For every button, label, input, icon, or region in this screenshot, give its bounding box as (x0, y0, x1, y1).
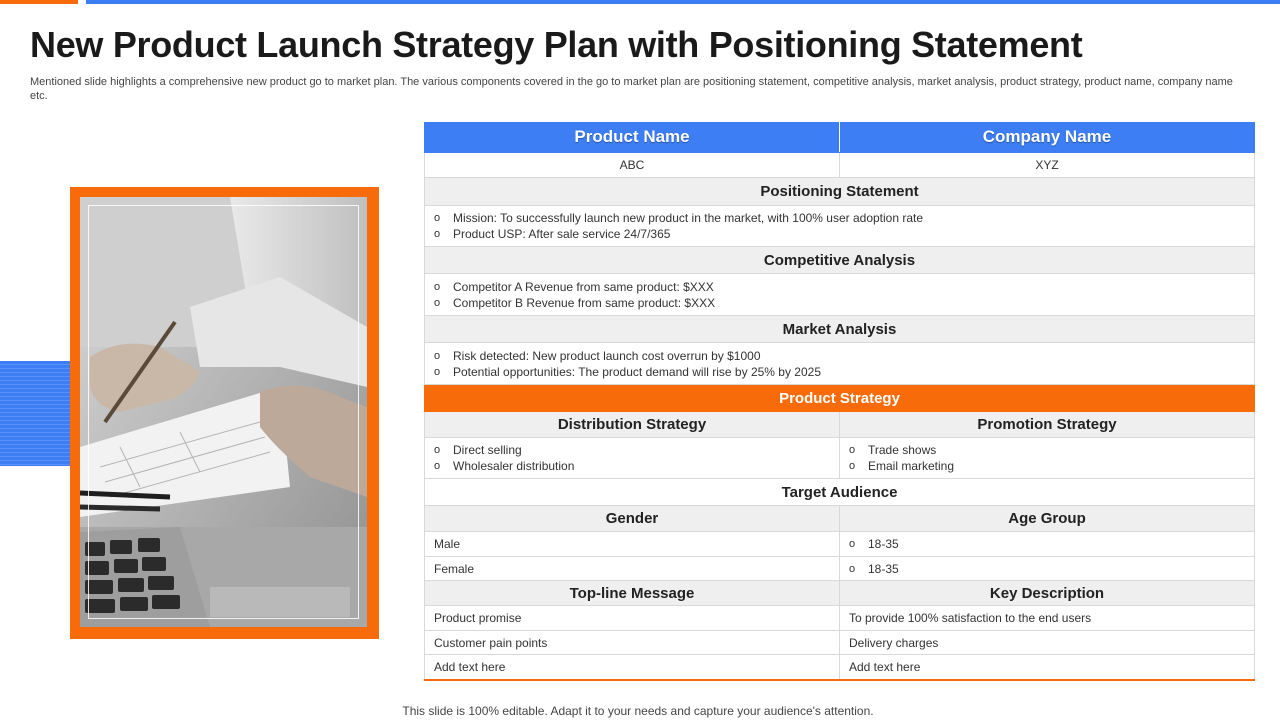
gender-cell: Male (434, 537, 461, 551)
top-accent-blue (86, 0, 1280, 4)
positioning-header (424, 178, 1255, 206)
list-item: o Mission: To successfully launch new product in the market, with 100% user adoption rate (434, 211, 924, 225)
table-row (424, 557, 1255, 581)
positioning-title: Positioning Statement (760, 183, 919, 200)
business-photo (80, 197, 367, 627)
gender-cell: Female (434, 561, 475, 576)
list-item: o Direct selling (434, 443, 522, 457)
market-title: Market Analysis (782, 320, 897, 338)
bullet-icon: o (434, 365, 441, 378)
bullet-icon: o (849, 460, 856, 472)
table-row (424, 631, 1255, 655)
bullet-icon: o (434, 349, 441, 362)
competitive-header (424, 247, 1255, 274)
list-item: o Product USP: After sale service 24/7/365 (434, 227, 671, 241)
top-accent-orange (0, 0, 78, 4)
key-description-column-header: Key Description (839, 581, 1254, 605)
header-product-name: Product Name (574, 127, 690, 146)
product-strategy-header (424, 385, 1255, 412)
list-item: o Risk detected: New product launch cost overrun by $1000 (434, 348, 761, 363)
positioning-body (424, 206, 1255, 247)
bullet-icon: o (434, 280, 441, 293)
bullet-icon: o (434, 444, 441, 456)
bullet-icon: o (849, 562, 856, 575)
table-header-row (424, 122, 1255, 153)
market-header (424, 316, 1255, 343)
message-subheader-row (424, 581, 1255, 606)
bullet-icon: o (849, 538, 856, 550)
product-strategy-title: Product Strategy (779, 389, 900, 407)
topline-message-column-header: Top-line Message (569, 584, 695, 602)
promotion-strategy-title: Promotion Strategy (839, 412, 1254, 437)
product-name-value: ABC (619, 158, 645, 172)
slide-title: New Product Launch Strategy Plan with Positioning Statement (30, 24, 1083, 65)
bullet-icon: o (434, 296, 441, 309)
table-row (424, 655, 1255, 679)
description-cell: To provide 100% satisfaction to the end users (839, 606, 1254, 630)
target-audience-title: Target Audience (781, 483, 898, 501)
competitive-title: Competitive Analysis (763, 251, 916, 269)
table-row (424, 532, 1255, 557)
strategy-body-row (424, 438, 1255, 479)
list-item: o Potential opportunities: The product demand will rise by 25% by 2025 (434, 364, 821, 379)
photo-inner-border (88, 205, 359, 619)
distribution-strategy-title: Distribution Strategy (557, 416, 707, 433)
list-item: o Competitor B Revenue from same product: $XXX (434, 295, 716, 310)
list-item: o Wholesaler distribution (434, 459, 575, 473)
gender-column-header: Gender (605, 510, 659, 527)
age-cell: o 18-35 (839, 532, 1254, 556)
list-item: o Trade shows (849, 443, 937, 457)
message-cell: Add text here (434, 660, 506, 674)
company-name-value: XYZ (839, 153, 1254, 177)
message-cell: Product promise (434, 611, 522, 625)
market-body (424, 343, 1255, 385)
target-subheader-row (424, 506, 1255, 532)
description-cell: Delivery charges (839, 631, 1254, 654)
table-row (424, 606, 1255, 631)
header-values-row (424, 153, 1255, 178)
age-group-column-header: Age Group (839, 506, 1254, 531)
age-cell: o 18-35 (839, 557, 1254, 580)
list-item: o Competitor A Revenue from same product: $XXX (434, 279, 714, 294)
footer-text: This slide is 100% editable. Adapt it to your needs and capture your audience's attention. (402, 704, 874, 718)
bullet-icon: o (434, 460, 441, 472)
strategy-subheader-row (424, 412, 1255, 438)
list-item: o Email marketing (849, 459, 955, 473)
decorative-blue-stripes (0, 361, 72, 466)
photo-frame (70, 187, 379, 639)
strategy-table (424, 122, 1255, 681)
bullet-icon: o (434, 228, 441, 240)
description-cell: Add text here (839, 655, 1254, 679)
slide-subtitle: Mentioned slide highlights a comprehensive new product go to market plan. The various components covered in the go to market plan are positioning statement, competitive analysis, market analysis, product strategy, product name, company name etc. (30, 76, 1233, 102)
message-cell: Customer pain points (434, 635, 548, 650)
bullet-icon: o (849, 444, 856, 456)
slide-footer (0, 704, 1280, 718)
target-audience-header (424, 479, 1255, 506)
competitive-body (424, 274, 1255, 316)
header-company-name: Company Name (839, 122, 1254, 152)
bullet-icon: o (434, 212, 441, 224)
